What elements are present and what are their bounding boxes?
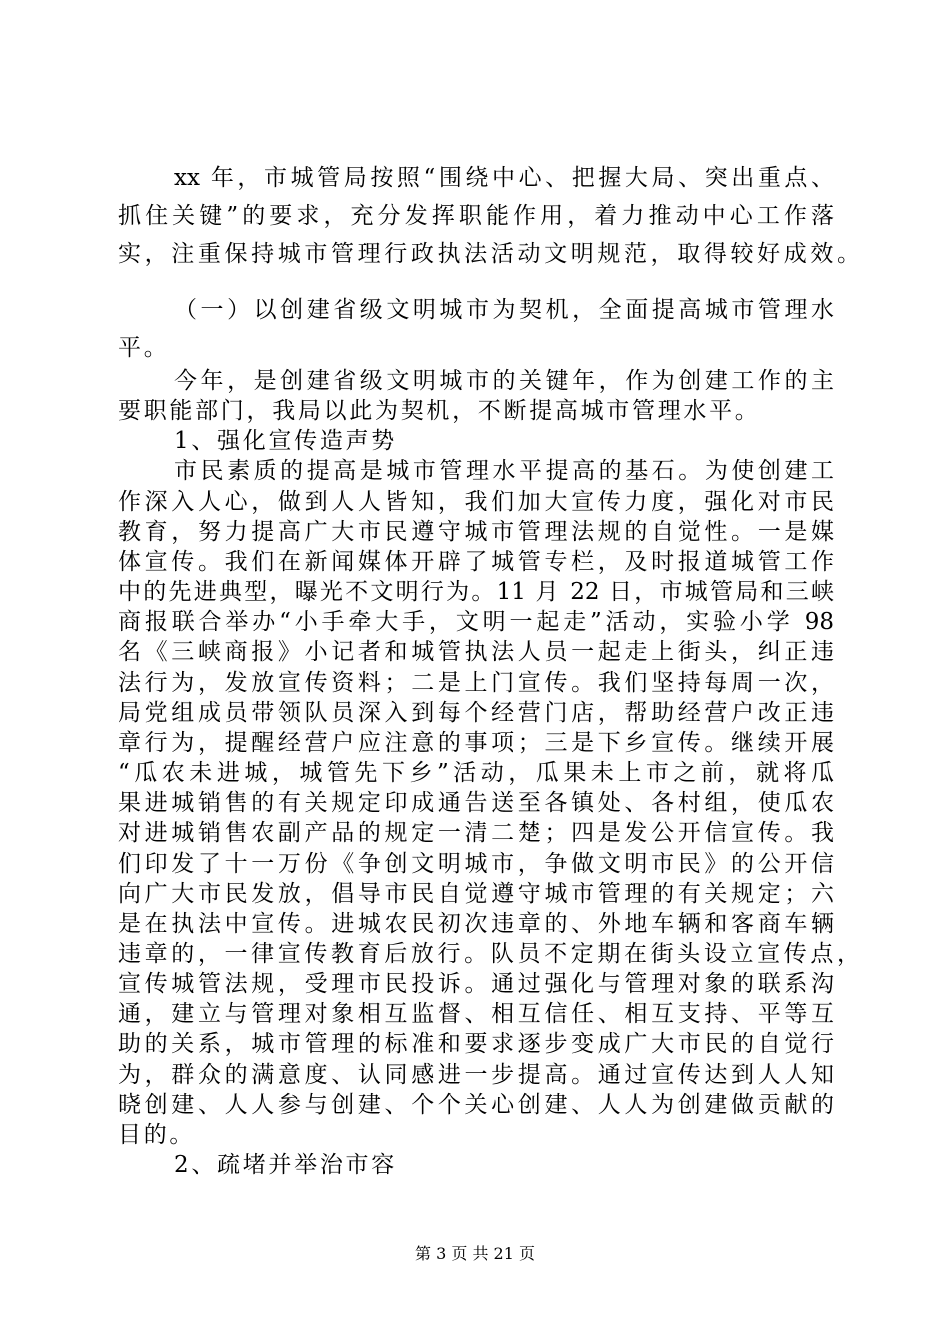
body-line: 章行为，提醒经营户应注意的事项；三是下乡宣传。继续开展 — [118, 729, 834, 756]
body-line: 果进城销售的有关规定印成通告送至各镇处、各村组，使瓜农 — [118, 790, 834, 817]
body-line: 体宣传。我们在新闻媒体开辟了城管专栏，及时报道城管工作 — [118, 548, 834, 575]
body-line: 名《三峡商报》小记者和城管执法人员一起走上街头，纠正违 — [118, 639, 834, 666]
body-line: 是在执法中宣传。进城农民初次违章的、外地车辆和客商车辆 — [118, 910, 834, 937]
body-line: 目的。 — [118, 1121, 196, 1148]
body-line: 要职能部门，我局以此为契机，不断提高城市管理水平。 — [118, 398, 761, 425]
body-line: 向广大市民发放，倡导市民自觉遵守城市管理的有关规定；六 — [118, 880, 834, 907]
body-line: 们印发了十一万份《争创文明城市，争做文明市民》的公开信 — [118, 850, 834, 877]
body-line: “瓜农未进城，城管先下乡”活动，瓜果未上市之前，就将瓜 — [118, 760, 834, 787]
body-line: 实，注重保持城市管理行政执法活动文明规范，取得较好成效。 — [118, 241, 860, 267]
body-line: 晓创建、人人参与创建、个个关心创建、人人为创建做贡献的 — [118, 1091, 834, 1118]
page-footer: 第 3 页 共 21 页 — [415, 1244, 535, 1263]
body-line: 抓住关键”的要求，充分发挥职能作用，着力推动中心工作落 — [118, 203, 834, 229]
intro-paragraph — [0, 159, 950, 273]
body-line: 今年，是创建省级文明城市的关键年，作为创建工作的主 — [174, 368, 834, 394]
body-line: 中的先进典型，曝光不文明行为。11 月 22 日，市城管局和三峡 — [118, 579, 834, 606]
body-line: 作深入人心，做到人人皆知，我们加大宣传力度，强化对市民 — [118, 488, 834, 515]
body-line: 局党组成员带领队员深入到每个经营门店，帮助经营户改正违 — [118, 699, 834, 726]
subheading-publicity: 1、强化宣传造声势 — [174, 428, 397, 455]
body-line: 通，建立与管理对象相互监督、相互信任、相互支持、平等互 — [118, 1001, 834, 1028]
body-line: 法行为，发放宣传资料；二是上门宣传。我们坚持每周一次， — [118, 669, 834, 696]
section-one-body — [0, 366, 950, 1180]
body-line: 市民素质的提高是城市管理水平提高的基石。为使创建工 — [174, 458, 834, 485]
body-line: 为，群众的满意度、认同感进一步提高。通过宣传达到人人知 — [118, 1061, 834, 1088]
body-line: xx 年，市城管局按照“围绕中心、把握大局、突出重点、 — [174, 165, 834, 191]
body-line: 教育，努力提高广大市民遵守城市管理法规的自觉性。一是媒 — [118, 518, 834, 545]
body-line: 助的关系，城市管理的标准和要求逐步变成广大市民的自觉行 — [118, 1031, 834, 1058]
subheading-market: 2、疏堵并举治市容 — [174, 1152, 397, 1179]
heading-line: （一）以创建省级文明城市为契机，全面提高城市管理水 — [174, 297, 834, 323]
body-line: 商报联合举办“小手牵大手，文明一起走”活动，实验小学 98 — [118, 609, 834, 636]
heading-line: 平。 — [118, 335, 170, 361]
section-one-heading — [0, 291, 950, 367]
body-line: 对进城销售农副产品的规定一清二楚；四是发公开信宣传。我 — [118, 820, 834, 847]
body-line: 宣传城管法规，受理市民投诉。通过强化与管理对象的联系沟 — [118, 971, 834, 998]
body-line: 违章的，一律宣传教育后放行。队员不定期在街头设立宣传点， — [118, 940, 860, 967]
